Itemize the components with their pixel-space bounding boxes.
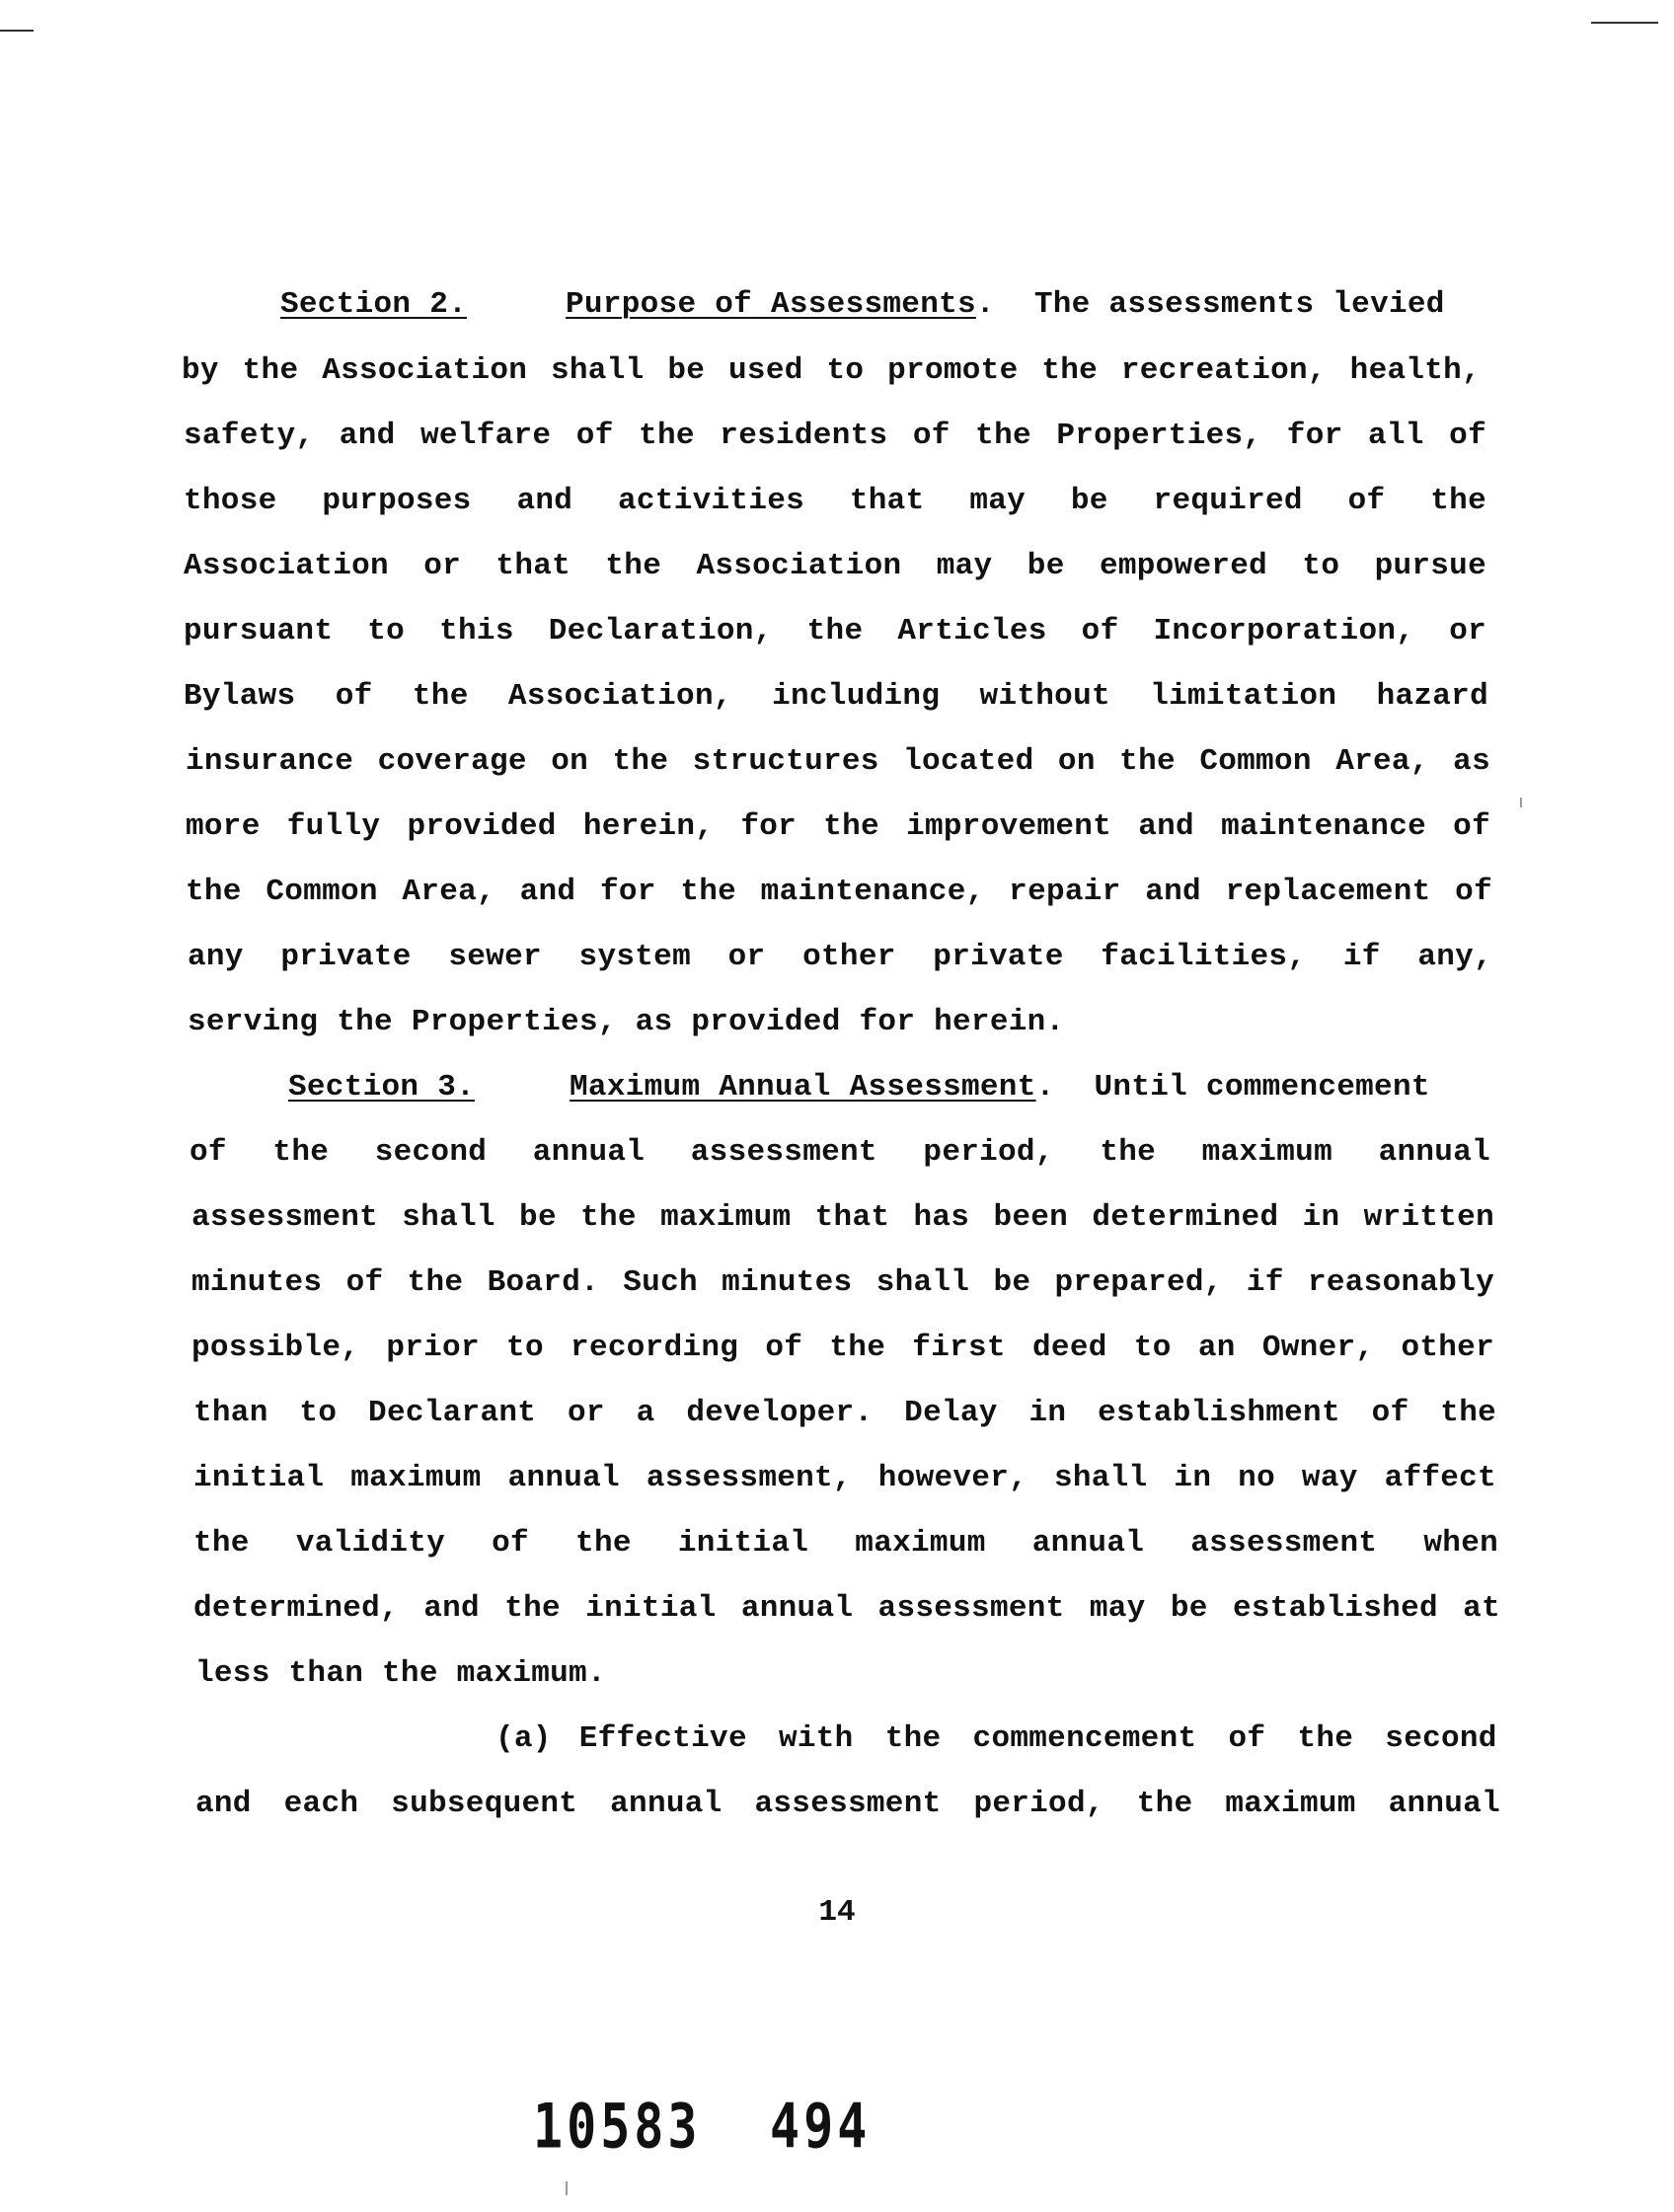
scan-speck-bottom xyxy=(566,2181,568,2195)
subsection-a-line-0: Effective with the commencement of the second xyxy=(578,1721,1497,1756)
recording-stamp-book: 10583 xyxy=(533,2091,702,2163)
section-2-first-line: Section 2. Purpose of Assessments. The assessments levied xyxy=(280,287,1445,322)
section-2-line: Association or that the Association may be empowered to pursue xyxy=(184,549,1486,583)
section-3-line: the validity of the initial maximum annual assessment when xyxy=(193,1526,1498,1561)
section-2-line: Bylaws of the Association, including without limitation hazard xyxy=(184,679,1488,714)
section-2-line: insurance coverage on the structures located on the Common Area, as xyxy=(186,744,1490,779)
section-2-line: serving the Properties, as provided for herein. xyxy=(188,1005,1065,1039)
section-3-first-line: Section 3. Maximum Annual Assessment. Until commencement xyxy=(288,1070,1430,1105)
section-3-line: determined, and the initial annual assessment may be established at xyxy=(193,1591,1500,1626)
section-2-line: any private sewer system or other private facilities, if any, xyxy=(188,940,1492,974)
scan-speck xyxy=(1520,798,1522,807)
section-2-line: the Common Area, and for the maintenance, repair and replacement of xyxy=(186,875,1492,909)
section-2-line-0: The assessments levied xyxy=(1033,287,1445,322)
section-3-line: possible, prior to recording of the first deed to an Owner, other xyxy=(191,1331,1494,1365)
section-2-line: by the Association shall be used to promote the recreation, health, xyxy=(182,353,1481,388)
section-3-line: less than the maximum. xyxy=(195,1656,606,1691)
section-3-title: Maximum Annual Assessment xyxy=(570,1070,1036,1105)
section-3-line: assessment shall be the maximum that has been determined in written xyxy=(191,1200,1494,1235)
section-2-line: safety, and welfare of the residents of the Properties, for all of xyxy=(184,419,1486,453)
section-3-line: of the second annual assessment period, the maximum annual xyxy=(190,1135,1490,1170)
page-number: 14 xyxy=(818,1895,856,1930)
section-2-heading: Section 2. xyxy=(280,287,468,322)
section-3-line: initial maximum annual assessment, however, shall in no way affect xyxy=(193,1461,1496,1495)
section-3-heading: Section 3. xyxy=(288,1070,476,1105)
section-2-line: those purposes and activities that may be required of the xyxy=(184,484,1486,518)
subsection-a-line: and each subsequent annual assessment period, the maximum annual xyxy=(195,1787,1500,1821)
scan-mark-top-left xyxy=(0,30,34,32)
recording-stamp-page: 494 xyxy=(770,2091,872,2163)
scan-mark-top-right xyxy=(1591,22,1658,24)
section-3-line: than to Declarant or a developer. Delay in establishment of the xyxy=(193,1396,1496,1430)
subsection-a-first-line xyxy=(495,1719,1500,1759)
section-2-title: Purpose of Assessments xyxy=(566,287,976,322)
subsection-a-label: (a) xyxy=(495,1721,552,1756)
section-2-line: more fully provided herein, for the improvement and maintenance of xyxy=(186,809,1490,844)
section-3-line-0: Until commencement xyxy=(1094,1070,1430,1105)
section-3-line: minutes of the Board. Such minutes shall be prepared, if reasonably xyxy=(191,1265,1494,1300)
section-2-line: pursuant to this Declaration, the Articles of Incorporation, or xyxy=(184,614,1486,648)
